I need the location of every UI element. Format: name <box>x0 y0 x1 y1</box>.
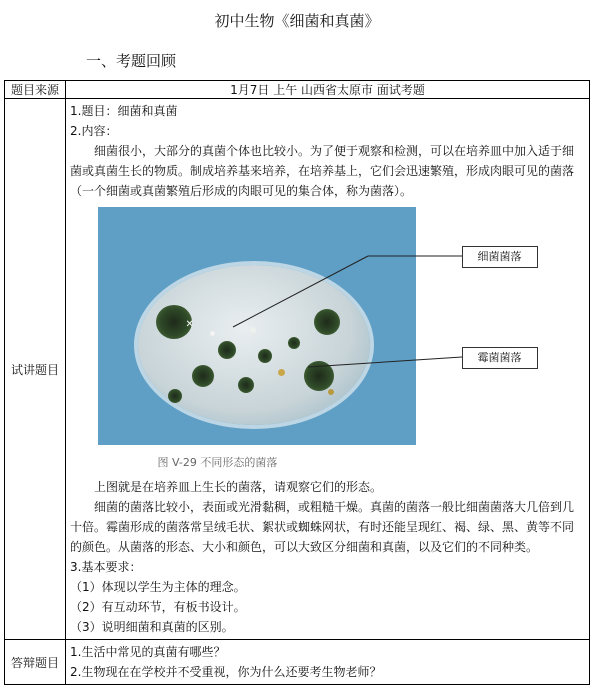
requirements-heading: 3.基本要求： <box>70 560 142 574</box>
paragraph-observe: 上图就是在培养皿上生长的菌落，请观察它们的形态。 <box>94 480 383 494</box>
defense-question-2: 2.生物现在在学校并不受重视，你为什么还要考生物老师？ <box>70 665 382 679</box>
source-row <box>5 81 590 99</box>
bacteria-pointer-icon: ✕ <box>185 319 194 330</box>
defense-label: 答辩题目 <box>5 640 66 685</box>
figure-caption: 图 V-29 不同形态的菌落 <box>157 456 278 469</box>
defense-row <box>5 640 590 685</box>
requirement-1: （1）体现以学生为主体的理念。 <box>70 580 246 594</box>
paragraph-compare: 细菌的菌落比较小，表面或光滑黏稠，或粗糙干燥。真菌的菌落一般比细菌菌落大几倍到几十倍。霉菌形成的菌落常呈绒毛状、絮状或蜘蛛网状，有时还能呈现红、褐、绿、黑、黄等不同的颜色。从菌落的形态、大小和颜色，可以大致区分细菌和真菌，以及它们的不同种类。 <box>70 500 575 554</box>
content-heading: 2.内容： <box>70 124 118 138</box>
requirement-3: （3）说明细菌和真菌的区别。 <box>70 620 234 634</box>
source-label: 题目来源 <box>5 81 66 99</box>
section-heading: 一、考题回顾 <box>86 52 177 70</box>
lecture-row <box>5 99 590 640</box>
defense-content <box>66 640 590 685</box>
source-value: 1月7日 上午 山西省太原市 面试考题 <box>66 81 590 99</box>
label-bacteria-colony: 细菌菌落 <box>462 246 538 268</box>
document-title: 初中生物《细菌和真菌》 <box>214 12 380 30</box>
lecture-label: 试讲题目 <box>5 99 66 640</box>
lecture-topic: 1.题目：细菌和真菌 <box>70 104 178 118</box>
lecture-content <box>66 99 590 640</box>
requirement-2: （2）有互动环节，有板书设计。 <box>70 600 246 614</box>
figure <box>98 207 558 477</box>
defense-question-1: 1.生活中常见的真菌有哪些？ <box>70 645 226 659</box>
exam-table <box>4 80 590 685</box>
label-mold-colony: 霉菌菌落 <box>462 347 538 369</box>
paragraph-intro: 细菌很小，大部分的真菌个体也比较小。为了便于观察和检测，可以在培养皿中加入适于细菌或真菌生长的物质。制成培养基来培养，在培养基上，它们会迅速繁殖，形成肉眼可见的菌落（一个细菌或真菌繁殖后形成的肉眼可见的集合体，称为菌落）。 <box>70 144 575 198</box>
annotation-lines <box>98 207 558 447</box>
